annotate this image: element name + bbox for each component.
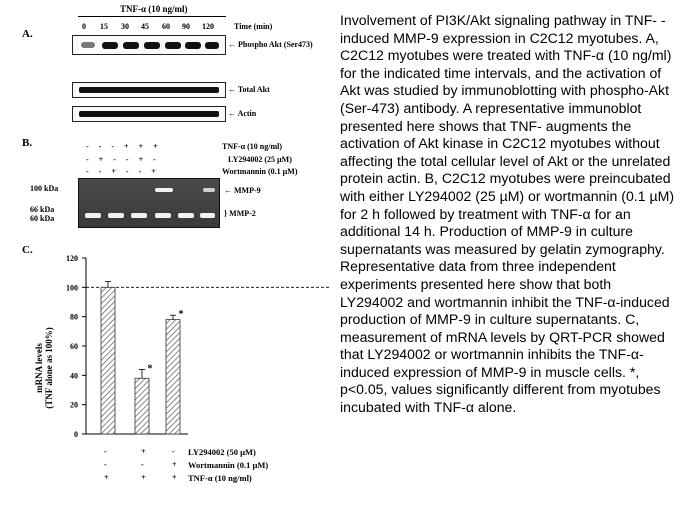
marker-66kda: 66 kDa [30, 205, 55, 214]
panelc-sign-wort-1: - [141, 460, 144, 469]
blot-label-phospho-akt: ← Phospho Akt (Ser473) [228, 40, 313, 49]
y-tick-label-4: 80 [70, 312, 78, 322]
panelb-row-tnf-signs: ---+++ [86, 142, 168, 151]
panelb-row-wort-label: Wortmannin (0.1 µM) [222, 167, 298, 176]
panelc-row-wort-label: Wortmannin (0.1 µM) [188, 460, 269, 470]
time-120: 120 [202, 22, 214, 31]
bar-2 [166, 320, 180, 434]
figure-panels [0, 0, 335, 510]
panel-a-treatment: TNF-α (10 ng/ml) [120, 4, 188, 14]
y-tick-label-1: 20 [70, 400, 78, 410]
panel-a-letter: A. [22, 28, 33, 40]
blot-phospho-akt [72, 35, 226, 55]
y-tick-label-3: 60 [70, 342, 78, 351]
panelc-sign-tnf-2: + [172, 473, 177, 482]
time-45: 45 [141, 22, 149, 31]
band-label-mmp9: ← MMP-9 [224, 186, 261, 195]
panelc-sign-wort-2: + [172, 460, 177, 469]
panelc-sign-ly-1: + [141, 447, 146, 456]
panelc-sign-tnf-1: + [141, 473, 146, 482]
panelb-row-ly-label: LY294002 (25 µM) [228, 155, 292, 164]
panelb-row-wort-signs: --+--+ [86, 167, 166, 176]
mrna-bar-chart [0, 246, 335, 510]
panel-b-letter: B. [22, 137, 33, 149]
bar-0 [101, 287, 115, 434]
y-tick-label-0: 0 [74, 430, 78, 439]
time-15: 15 [100, 22, 108, 31]
time-90: 90 [182, 22, 190, 31]
band-label-mmp2: } MMP-2 [224, 209, 256, 218]
significance-star-1: * [147, 363, 153, 375]
time-30: 30 [121, 22, 129, 31]
blot-actin [72, 106, 226, 122]
marker-100kda: 100 kDa [30, 184, 59, 193]
time-0: 0 [82, 22, 86, 31]
y-axis-label-line2: (TNF alone as 100%) [44, 327, 54, 409]
y-axis-label-line1: mRNA levels [34, 343, 44, 393]
time-60: 60 [162, 22, 170, 31]
blot-label-actin: ← Actin [228, 109, 257, 118]
panelc-sign-ly-0: - [104, 447, 107, 456]
zymogram [78, 178, 220, 228]
panelc-sign-tnf-0: + [104, 473, 109, 482]
y-tick-label-6: 120 [66, 254, 78, 263]
panelb-row-ly-signs: -+--+- [86, 155, 166, 164]
panelc-row-ly-label: LY294002 (50 µM) [188, 447, 256, 457]
bar-1 [135, 378, 149, 434]
marker-60kda: 60 kDa [30, 214, 55, 223]
blot-total-akt [72, 82, 226, 98]
panelc-sign-ly-2: - [172, 447, 175, 456]
figure-caption: Involvement of PI3K/Akt signaling pathway in TNF- -induced MMP-9 expression in C2C12 myotubes. A, C2C12 myotubes were treated with TNF-α (10 ng/ml) for the indicated time intervals, and the activation of Akt was studied by immunoblotting with phospho-Akt (Ser-473) antibody. A representative immunoblot presented here shows that TNF- augments the activation of Akt kinase in C2C12 myotubes without affecting the total cellular level of Akt or the unrelated protein actin. B, C2C12 myotubes were preincubated with either LY294002 (25 µM) or wortmannin (0.1 µM) for 2 h followed by treatment with TNF-α for an additional 14 h. Production of MMP-9 in culture supernatants was measured by gelatin zymography. Representative data from three independent experiments presented here show that both LY294002 and wortmannin inhibit the TNF-α-induced production of MMP-9 in culture supernatants. C, measurement of mRNA levels by QRT-PCR showed that LY294002 or wortmannin inhibits the TNF-α-induced expression of MMP-9 in muscle cells. *, p<0.05, values significantly different from myotubes incubated with TNF-α alone. [340, 12, 675, 416]
y-tick-label-2: 40 [70, 371, 78, 381]
treatment-bracket-line [78, 16, 226, 17]
panelc-sign-wort-0: - [104, 460, 107, 469]
time-unit: Time (min) [234, 22, 273, 31]
panelc-row-tnf-label: TNF-α (10 ng/ml) [188, 473, 252, 483]
blot-label-total-akt: ← Total Akt [228, 85, 270, 94]
significance-star-2: * [178, 309, 184, 321]
panel-c-letter: C. [22, 244, 33, 256]
panelb-row-tnf-label: TNF-α (10 ng/ml) [222, 142, 283, 151]
y-tick-label-5: 100 [66, 283, 78, 293]
